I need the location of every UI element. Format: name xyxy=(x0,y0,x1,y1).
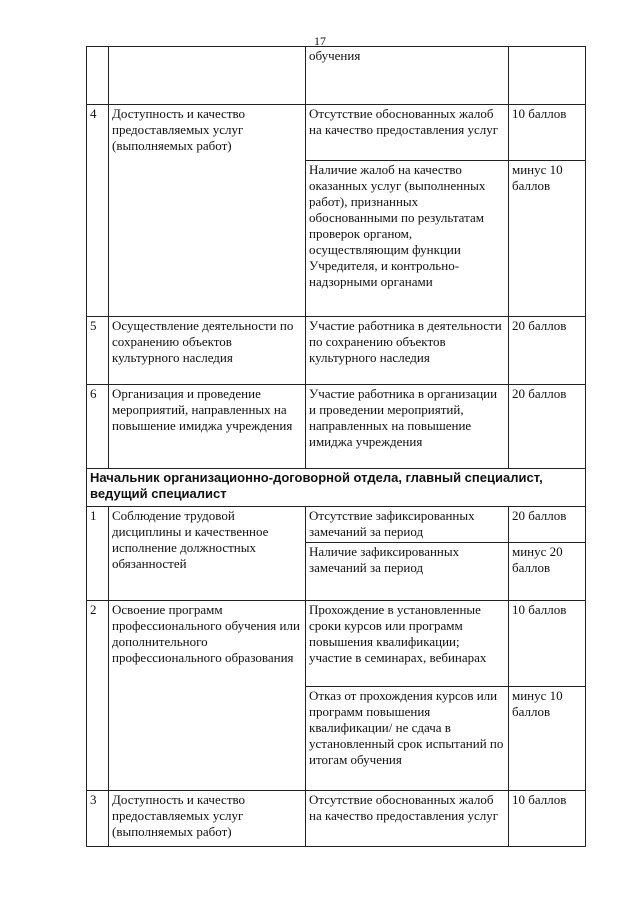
score-cell: 10 баллов xyxy=(509,791,586,847)
criterion-cell xyxy=(109,47,306,105)
score-cell: 20 баллов xyxy=(509,317,586,385)
condition-cell: Отсутствие обоснованных жалоб на качество предоставления услуг xyxy=(306,105,509,161)
score-cell: минус 10 баллов xyxy=(509,687,586,791)
criteria-table xyxy=(86,46,586,847)
row-number-cell: 6 xyxy=(87,385,109,469)
condition-cell: Отсутствие зафиксированных замечаний за период xyxy=(306,507,509,543)
section-title: Начальник организационно-договорной отдела, главный специалист, ведущий специалист xyxy=(87,469,586,507)
table-row xyxy=(87,317,586,385)
row-number-cell: 4 xyxy=(87,105,109,317)
score-cell: минус 10 баллов xyxy=(509,161,586,317)
score-cell: 10 баллов xyxy=(509,105,586,161)
criterion-cell: Организация и проведение мероприятий, направленных на повышение имиджа учреждения xyxy=(109,385,306,469)
criterion-cell: Доступность и качество предоставляемых услуг (выполняемых работ) xyxy=(109,791,306,847)
criterion-cell: Осуществление деятельности по сохранению объектов культурного наследия xyxy=(109,317,306,385)
table-row xyxy=(87,791,586,847)
condition-cell: Участие работника в деятельности по сохранению объектов культурного наследия xyxy=(306,317,509,385)
condition-cell: обучения xyxy=(306,47,509,105)
score-cell: 10 баллов xyxy=(509,601,586,687)
condition-cell: Отсутствие обоснованных жалоб на качество предоставления услуг xyxy=(306,791,509,847)
row-number-cell: 5 xyxy=(87,317,109,385)
score-cell: 20 баллов xyxy=(509,507,586,543)
score-cell xyxy=(509,47,586,105)
criterion-cell: Соблюдение трудовой дисциплины и качественное исполнение должностных обязанностей xyxy=(109,507,306,601)
row-number-cell xyxy=(87,47,109,105)
table-row xyxy=(87,507,586,543)
table-row xyxy=(87,601,586,687)
criterion-cell: Освоение программ профессионального обучения или дополнительного профессионального образования xyxy=(109,601,306,791)
page-number: 17 xyxy=(314,34,326,48)
table-row xyxy=(87,47,586,105)
table-row xyxy=(87,105,586,161)
condition-cell: Наличие зафиксированных замечаний за период xyxy=(306,543,509,601)
score-cell: минус 20 баллов xyxy=(509,543,586,601)
row-number-cell: 2 xyxy=(87,601,109,791)
criterion-cell: Доступность и качество предоставляемых услуг (выполняемых работ) xyxy=(109,105,306,317)
condition-cell: Отказ от прохождения курсов или программ повышения квалификации/ не сдача в установленный срок испытаний по итогам обучения xyxy=(306,687,509,791)
score-cell: 20 баллов xyxy=(509,385,586,469)
condition-cell: Наличие жалоб на качество оказанных услуг (выполненных работ), признанных обоснованными по результатам проверок органом, осуществляющим функции Учредителя, и контрольно-надзорными органами xyxy=(306,161,509,317)
table-row xyxy=(87,385,586,469)
condition-cell: Участие работника в организации и проведении мероприятий, направленных на повышение имиджа учреждения xyxy=(306,385,509,469)
condition-cell: Прохождение в установленные сроки курсов или программ повышения квалификации; участие в семинарах, вебинарах xyxy=(306,601,509,687)
row-number-cell: 3 xyxy=(87,791,109,847)
section-row xyxy=(87,469,586,507)
row-number-cell: 1 xyxy=(87,507,109,601)
